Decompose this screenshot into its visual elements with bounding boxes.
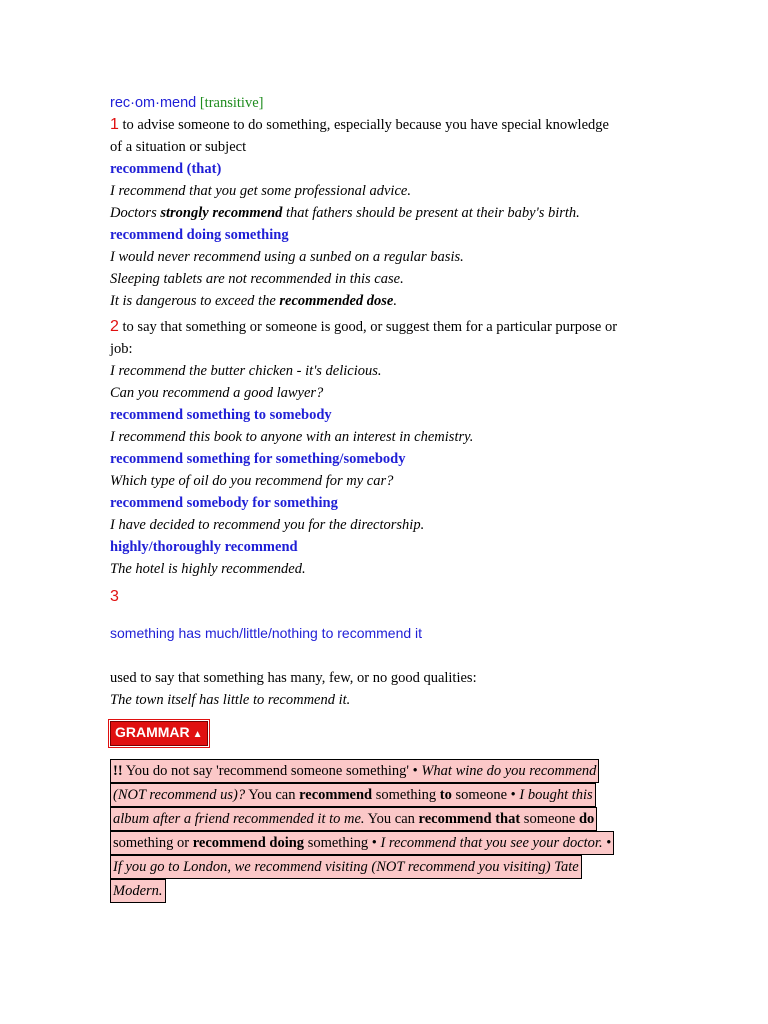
note-text: something: [372, 787, 440, 803]
example-text: Doctors: [110, 205, 161, 221]
grammar-note: [110, 759, 660, 903]
note-example: If you go to London, we recommend visiting (NOT recommend you visiting) Tate: [113, 859, 579, 875]
note-keyword: recommend: [299, 787, 373, 803]
headword: rec·om·mend: [110, 95, 197, 111]
example-sentence: The town itself has little to recommend it.: [110, 692, 351, 708]
example-sentence: [110, 202, 660, 224]
grammar-note-line: [110, 807, 597, 831]
note-example: (NOT recommend us)?: [113, 787, 246, 803]
triangle-up-icon: ▲: [192, 729, 203, 740]
example-sentence: The hotel is highly recommended.: [110, 561, 306, 577]
grammar-button[interactable]: [110, 721, 208, 746]
note-keyword: do: [578, 811, 595, 827]
collocation: recommended dose: [279, 293, 394, 309]
note-example: I bought this: [519, 787, 593, 803]
example-sentence: I recommend the butter chicken - it's delicious.: [110, 363, 382, 379]
sense-1-definition: [110, 114, 660, 136]
example-sentence: I recommend that you get some professional advice.: [110, 183, 411, 199]
note-text: something or: [113, 835, 193, 851]
note-text: someone: [520, 811, 579, 827]
grammar-pattern: recommend something to somebody: [110, 407, 332, 423]
grammar-note-line: [110, 831, 614, 855]
definition-continuation: of a situation or subject: [110, 139, 247, 155]
example-text: It is dangerous to exceed the: [110, 293, 280, 309]
note-text: someone •: [451, 787, 520, 803]
example-sentence: Which type of oil do you recommend for my car?: [110, 473, 394, 489]
grammar-note-line: [110, 759, 599, 783]
grammar-note-line: [110, 783, 596, 807]
definition-text: used to say that something has many, few, or no good qualities:: [110, 670, 477, 686]
sense-3-number-line: [110, 586, 660, 608]
definition-text: to say that something or someone is good, or suggest them for a particular purpose or: [122, 319, 618, 335]
dictionary-entry: [110, 92, 660, 903]
note-text: •: [602, 835, 612, 851]
example-sentence: Sleeping tablets are not recommended in this case.: [110, 271, 404, 287]
example-text: that fathers should be present at their baby's birth.: [282, 205, 580, 221]
note-keyword: recommend that: [418, 811, 521, 827]
note-keyword: to: [439, 787, 452, 803]
grammar-button-row: [110, 721, 660, 749]
grammar-pattern: highly/thoroughly recommend: [110, 539, 298, 555]
headword-line: [110, 92, 660, 114]
example-sentence: [110, 290, 660, 312]
note-text: something •: [304, 835, 381, 851]
grammar-button-label: GRAMMAR: [115, 724, 190, 740]
sense-number: 2: [110, 318, 119, 335]
note-keyword: recommend doing: [192, 835, 305, 851]
definition-text: to advise someone to do something, especially because you have special knowledge: [122, 117, 609, 133]
grammar-pattern: recommend somebody for something: [110, 495, 338, 511]
note-text: You can: [364, 811, 419, 827]
example-sentence: Can you recommend a good lawyer?: [110, 385, 324, 401]
example-sentence: I have decided to recommend you for the directorship.: [110, 517, 425, 533]
sense-number: 3: [110, 588, 119, 605]
note-example: album after a friend recommended it to me.: [113, 811, 365, 827]
sense-number: 1: [110, 116, 119, 133]
note-example: I recommend that you see your doctor.: [380, 835, 603, 851]
note-text: You can: [245, 787, 300, 803]
grammar-pattern: recommend doing something: [110, 227, 289, 243]
definition-continuation: job:: [110, 341, 133, 357]
idiom-phrase: something has much/little/nothing to recommend it: [110, 625, 423, 641]
example-sentence: I would never recommend using a sunbed on a regular basis.: [110, 249, 464, 265]
collocation: strongly recommend: [160, 205, 283, 221]
note-example: Modern.: [113, 883, 163, 899]
example-sentence: I recommend this book to anyone with an interest in chemistry.: [110, 429, 474, 445]
grammar-note-line: [110, 879, 166, 903]
note-example: What wine do you recommend: [421, 763, 597, 779]
sense-2-definition: [110, 316, 660, 338]
grammar-pattern: recommend something for something/somebody: [110, 451, 406, 467]
note-text: You do not say 'recommend someone something' •: [122, 763, 422, 779]
grammar-pattern: recommend (that): [110, 161, 222, 177]
warning-marker: !!: [113, 763, 123, 779]
idiom-phrase-line: [110, 622, 660, 645]
example-text: .: [393, 293, 397, 309]
grammar-note-line: [110, 855, 582, 879]
grammar-label: [transitive]: [199, 95, 264, 111]
